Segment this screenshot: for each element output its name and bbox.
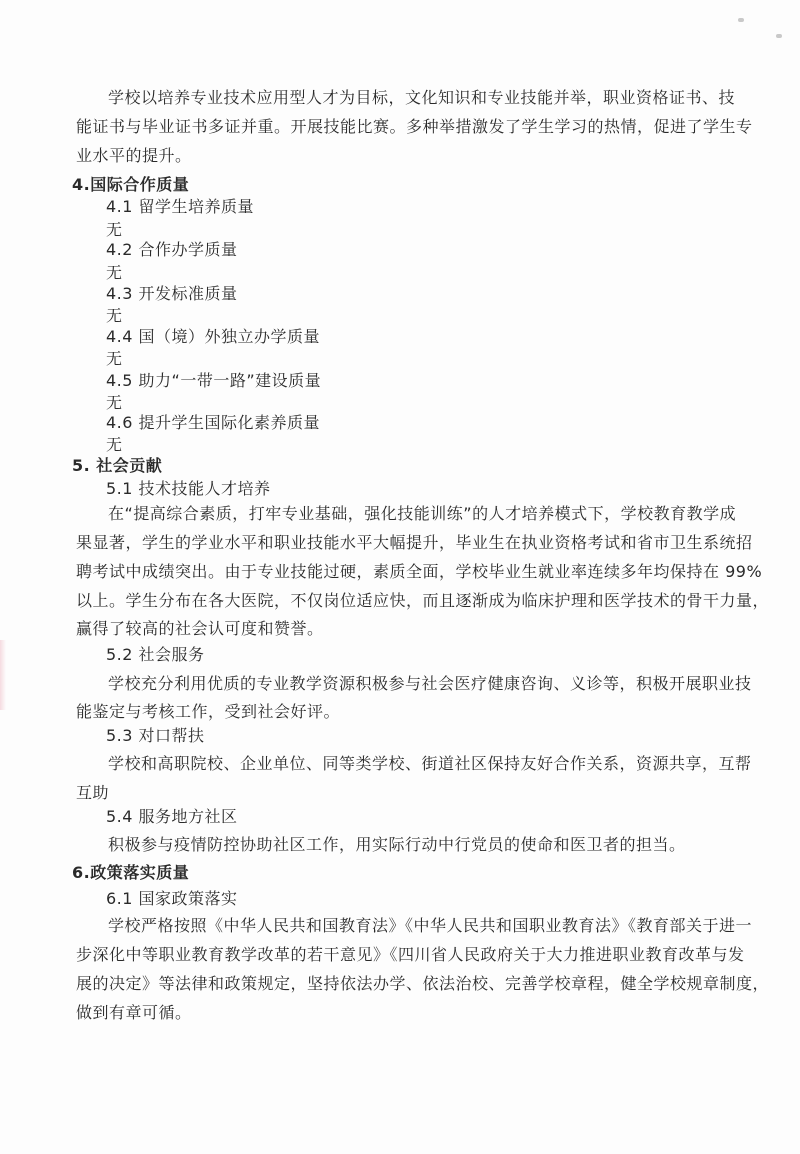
section-heading: 4.国际合作质量 — [72, 175, 190, 194]
intro-line: 能证书与毕业证书多证并重。开展技能比赛。多种举措激发了学生学习的热情，促进了学生专 — [76, 117, 753, 136]
subsection-label: 4.3 开发标准质量 — [106, 284, 238, 303]
section-heading: 5. 社会贡献 — [72, 456, 163, 475]
subsection-label: 4.4 国（境）外独立办学质量 — [106, 327, 321, 346]
paragraph-line: 学校严格按照《中华人民共和国教育法》《中华人民共和国职业教育法》《教育部关于进一 — [108, 916, 753, 935]
paragraph-line: 积极参与疫情防控协助社区工作，用实际行动中行党员的使命和医卫者的担当。 — [108, 835, 686, 854]
seal-edge-mark — [0, 640, 6, 710]
subsection-value: 无 — [106, 306, 123, 325]
subsection-value: 无 — [106, 263, 123, 282]
paragraph-line: 赢得了较高的社会认可度和赞誉。 — [76, 619, 324, 638]
subsection-label: 5.3 对口帮扶 — [106, 726, 205, 745]
paragraph-line: 做到有章可循。 — [76, 1003, 192, 1022]
subsection-value: 无 — [106, 349, 123, 368]
subsection-label: 4.6 提升学生国际化素养质量 — [106, 413, 321, 432]
subsection-label: 5.4 服务地方社区 — [106, 807, 238, 826]
subsection-label: 5.1 技术技能人才培养 — [106, 479, 271, 498]
intro-line: 学校以培养专业技术应用型人才为目标，文化知识和专业技能并举，职业资格证书、技 — [108, 88, 736, 107]
paragraph-line: 在“提高综合素质，打牢专业基础，强化技能训练”的人才培养模式下，学校教育教学成 — [108, 504, 737, 523]
subsection-label: 4.2 合作办学质量 — [106, 240, 238, 259]
scan-speck — [776, 34, 782, 38]
paragraph-line: 展的决定》等法律和政策规定，坚持依法办学、依法治校、完善学校章程，健全学校规章制度， — [76, 974, 770, 993]
paragraph-line: 互助 — [76, 783, 110, 802]
paragraph-line: 能鉴定与考核工作，受到社会好评。 — [76, 702, 341, 721]
subsection-label: 5.2 社会服务 — [106, 645, 205, 664]
intro-line: 业水平的提升。 — [76, 146, 192, 165]
subsection-value: 无 — [106, 435, 123, 454]
subsection-value: 无 — [106, 220, 123, 239]
subsection-label: 4.1 留学生培养质量 — [106, 197, 255, 216]
scan-speck — [738, 18, 744, 22]
paragraph-line: 以上。学生分布在各大医院，不仅岗位适应快，而且逐渐成为临床护理和医学技术的骨干力量， — [76, 591, 770, 610]
section-heading: 6.政策落实质量 — [72, 863, 190, 882]
paragraph-line: 聘考试中成绩突出。由于专业技能过硬，素质全面，学校毕业生就业率连续多年均保持在 99% — [76, 562, 763, 581]
paragraph-line: 果显著，学生的学业水平和职业技能水平大幅提升，毕业生在执业资格考试和省市卫生系统招 — [76, 533, 753, 552]
subsection-label: 4.5 助力“一带一路”建设质量 — [106, 371, 322, 390]
paragraph-line: 学校和高职院校、企业单位、同等类学校、街道社区保持友好合作关系，资源共享，互帮 — [108, 754, 752, 773]
paragraph-line: 学校充分利用优质的专业教学资源积极参与社会医疗健康咨询、义诊等，积极开展职业技 — [108, 674, 752, 693]
subsection-value: 无 — [106, 393, 123, 412]
paragraph-line: 步深化中等职业教育教学改革的若干意见》《四川省人民政府关于大力推进职业教育改革与发 — [76, 945, 745, 964]
subsection-label: 6.1 国家政策落实 — [106, 889, 238, 908]
